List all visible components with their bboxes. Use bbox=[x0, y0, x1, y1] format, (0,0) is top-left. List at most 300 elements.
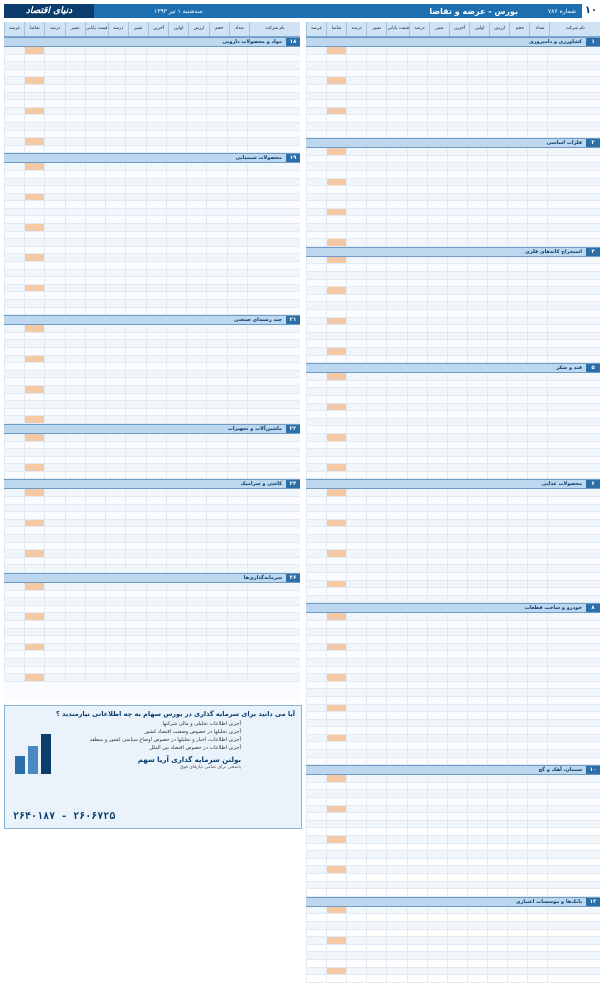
table-cell bbox=[427, 163, 447, 170]
table-header bbox=[306, 22, 600, 37]
table-cell bbox=[527, 333, 547, 340]
table-cell bbox=[386, 47, 406, 54]
table-cell bbox=[527, 464, 547, 471]
table-cell bbox=[44, 239, 64, 246]
table-cell bbox=[487, 93, 507, 100]
table-cell bbox=[547, 783, 600, 790]
table-cell bbox=[487, 667, 507, 674]
table-cell bbox=[125, 674, 145, 681]
table-cell bbox=[487, 674, 507, 681]
table-cell bbox=[547, 667, 600, 674]
section-title: بانک‌ها و موسسات اعتباری bbox=[515, 898, 582, 905]
table-cell bbox=[247, 179, 300, 186]
table-cell bbox=[407, 621, 427, 628]
table-cell bbox=[527, 674, 547, 681]
table-cell bbox=[146, 409, 166, 416]
table-cell bbox=[105, 262, 125, 269]
table-cell bbox=[427, 720, 447, 727]
table-cell bbox=[4, 232, 24, 239]
table-cell bbox=[227, 378, 247, 385]
table-cell bbox=[326, 821, 346, 828]
table-cell bbox=[427, 960, 447, 967]
table-cell bbox=[306, 922, 326, 929]
table-cell bbox=[326, 47, 346, 54]
table-cell bbox=[346, 596, 366, 603]
table-cell bbox=[366, 209, 386, 216]
table-cell bbox=[386, 396, 406, 403]
issue-number: شماره ۷۸۶ bbox=[548, 7, 576, 15]
table-cell bbox=[447, 131, 467, 138]
table-row bbox=[306, 520, 600, 528]
table-cell bbox=[306, 179, 326, 186]
table-cell bbox=[326, 179, 346, 186]
table-cell bbox=[527, 644, 547, 651]
table-cell bbox=[427, 775, 447, 782]
table-row bbox=[306, 123, 600, 131]
table-cell bbox=[447, 828, 467, 835]
table-row bbox=[306, 945, 600, 953]
table-cell bbox=[427, 318, 447, 325]
table-cell bbox=[44, 47, 64, 54]
table-cell bbox=[527, 216, 547, 223]
table-cell bbox=[306, 404, 326, 411]
table-cell bbox=[346, 348, 366, 355]
table-cell bbox=[346, 171, 366, 178]
table-cell bbox=[227, 558, 247, 565]
table-cell bbox=[326, 613, 346, 620]
table-cell bbox=[427, 882, 447, 889]
table-cell bbox=[467, 859, 487, 866]
table-cell bbox=[24, 651, 44, 658]
table-cell bbox=[507, 659, 527, 666]
table-cell bbox=[527, 381, 547, 388]
table-row bbox=[306, 232, 600, 240]
table-cell bbox=[125, 505, 145, 512]
table-cell bbox=[487, 419, 507, 426]
table-cell bbox=[105, 194, 125, 201]
table-cell bbox=[44, 186, 64, 193]
table-cell bbox=[85, 591, 105, 598]
table-cell bbox=[527, 667, 547, 674]
table-cell bbox=[65, 416, 85, 423]
table-cell bbox=[507, 163, 527, 170]
table-cell bbox=[386, 527, 406, 534]
table-cell bbox=[166, 497, 186, 504]
table-cell bbox=[487, 287, 507, 294]
table-cell bbox=[467, 667, 487, 674]
table-cell bbox=[306, 783, 326, 790]
table-row bbox=[306, 348, 600, 356]
table-cell bbox=[186, 216, 206, 223]
table-cell bbox=[306, 302, 326, 309]
table-cell bbox=[547, 712, 600, 719]
table-cell bbox=[166, 416, 186, 423]
table-cell bbox=[366, 922, 386, 929]
section-title: کاشی و سرامیک bbox=[240, 481, 282, 488]
table-cell bbox=[186, 371, 206, 378]
table-cell bbox=[487, 186, 507, 193]
table-cell bbox=[346, 866, 366, 873]
table-cell bbox=[24, 194, 44, 201]
table-cell bbox=[366, 356, 386, 363]
table-cell bbox=[527, 851, 547, 858]
table-row bbox=[306, 659, 600, 667]
table-cell bbox=[65, 489, 85, 496]
table-cell bbox=[407, 968, 427, 975]
table-cell bbox=[366, 937, 386, 944]
table-cell bbox=[386, 720, 406, 727]
table-cell bbox=[227, 527, 247, 534]
table-cell bbox=[227, 512, 247, 519]
table-cell bbox=[386, 333, 406, 340]
table-cell bbox=[467, 310, 487, 317]
table-cell bbox=[487, 558, 507, 565]
column-header: نام شرکت bbox=[549, 22, 600, 36]
table-cell bbox=[306, 659, 326, 666]
table-cell bbox=[326, 859, 346, 866]
table-cell bbox=[527, 163, 547, 170]
table-row bbox=[306, 783, 600, 791]
table-cell bbox=[85, 464, 105, 471]
table-cell bbox=[24, 457, 44, 464]
table-cell bbox=[44, 300, 64, 307]
table-cell bbox=[326, 735, 346, 742]
table-cell bbox=[125, 464, 145, 471]
table-cell bbox=[507, 975, 527, 982]
table-cell bbox=[447, 550, 467, 557]
ad-brand: بولتن سرمایه گذاری آریا سهم bbox=[137, 756, 241, 764]
table-cell bbox=[105, 416, 125, 423]
table-cell bbox=[366, 100, 386, 107]
table-cell bbox=[326, 411, 346, 418]
table-cell bbox=[467, 264, 487, 271]
table-cell bbox=[306, 596, 326, 603]
table-cell bbox=[125, 146, 145, 153]
table-cell bbox=[386, 874, 406, 881]
table-cell bbox=[206, 285, 226, 292]
table-cell bbox=[186, 300, 206, 307]
table-cell bbox=[125, 386, 145, 393]
table-cell bbox=[85, 674, 105, 681]
table-row bbox=[306, 882, 600, 890]
table-cell bbox=[527, 426, 547, 433]
table-cell bbox=[447, 836, 467, 843]
table-cell bbox=[44, 356, 64, 363]
column-header: تغییر bbox=[65, 22, 85, 36]
table-cell bbox=[547, 186, 600, 193]
table-cell bbox=[146, 85, 166, 92]
table-cell bbox=[85, 667, 105, 674]
table-cell bbox=[346, 727, 366, 734]
table-cell bbox=[407, 216, 427, 223]
section-title: محصولات شیمیایی bbox=[235, 155, 282, 162]
table-cell bbox=[206, 606, 226, 613]
table-cell bbox=[467, 914, 487, 921]
table-cell bbox=[386, 644, 406, 651]
table-row bbox=[306, 874, 600, 882]
table-cell bbox=[507, 727, 527, 734]
table-cell bbox=[427, 411, 447, 418]
table-cell bbox=[306, 434, 326, 441]
table-cell bbox=[487, 821, 507, 828]
table-cell bbox=[247, 62, 300, 69]
table-cell bbox=[527, 558, 547, 565]
section-title: مواد و محصولات دارویی bbox=[222, 39, 282, 45]
table-cell bbox=[507, 232, 527, 239]
table-cell bbox=[306, 186, 326, 193]
table-cell bbox=[105, 108, 125, 115]
table-cell bbox=[206, 70, 226, 77]
table-cell bbox=[247, 505, 300, 512]
table-cell bbox=[186, 108, 206, 115]
ad-phone: ۲۶۴۰۱۸۷ - ۲۶۰۶۷۲۵ bbox=[13, 811, 116, 822]
table-cell bbox=[447, 434, 467, 441]
table-cell bbox=[547, 937, 600, 944]
table-cell bbox=[427, 750, 447, 757]
table-cell bbox=[407, 945, 427, 952]
table-row bbox=[4, 535, 300, 543]
table-cell bbox=[547, 123, 600, 130]
table-cell bbox=[227, 340, 247, 347]
table-cell bbox=[326, 93, 346, 100]
table-cell bbox=[326, 550, 346, 557]
table-cell bbox=[65, 497, 85, 504]
table-cell bbox=[366, 783, 386, 790]
table-cell bbox=[366, 844, 386, 851]
table-cell bbox=[407, 209, 427, 216]
table-cell bbox=[487, 727, 507, 734]
table-cell bbox=[547, 543, 600, 550]
table-cell bbox=[527, 457, 547, 464]
table-cell bbox=[346, 449, 366, 456]
table-cell bbox=[227, 262, 247, 269]
table-cell bbox=[85, 285, 105, 292]
column-header: تقاضا bbox=[24, 22, 44, 36]
table-cell bbox=[427, 550, 447, 557]
table-cell bbox=[467, 520, 487, 527]
table-cell bbox=[366, 505, 386, 512]
table-cell bbox=[527, 201, 547, 208]
table-cell bbox=[125, 292, 145, 299]
table-cell bbox=[186, 378, 206, 385]
table-cell bbox=[206, 340, 226, 347]
table-cell bbox=[105, 55, 125, 62]
table-cell bbox=[247, 667, 300, 674]
table-cell bbox=[146, 300, 166, 307]
table-cell bbox=[326, 945, 346, 952]
table-cell bbox=[24, 201, 44, 208]
table-cell bbox=[44, 621, 64, 628]
table-cell bbox=[85, 457, 105, 464]
table-cell bbox=[447, 705, 467, 712]
table-cell bbox=[186, 333, 206, 340]
table-cell bbox=[547, 302, 600, 309]
table-cell bbox=[306, 813, 326, 820]
table-cell bbox=[4, 171, 24, 178]
table-cell bbox=[527, 388, 547, 395]
table-cell bbox=[306, 952, 326, 959]
table-cell bbox=[447, 280, 467, 287]
table-cell bbox=[227, 489, 247, 496]
table-cell bbox=[467, 201, 487, 208]
table-cell bbox=[447, 882, 467, 889]
table-cell bbox=[366, 968, 386, 975]
table-cell bbox=[427, 742, 447, 749]
table-cell bbox=[326, 239, 346, 246]
table-cell bbox=[467, 813, 487, 820]
table-cell bbox=[487, 651, 507, 658]
table-cell bbox=[227, 47, 247, 54]
table-cell bbox=[65, 146, 85, 153]
table-cell bbox=[407, 224, 427, 231]
table-cell bbox=[206, 409, 226, 416]
table-cell bbox=[166, 292, 186, 299]
table-cell bbox=[507, 821, 527, 828]
table-cell bbox=[507, 550, 527, 557]
table-cell bbox=[206, 512, 226, 519]
table-cell bbox=[326, 396, 346, 403]
section-title: بورس - عرضه و تقاضا bbox=[429, 6, 519, 16]
table-cell bbox=[407, 497, 427, 504]
table-cell bbox=[386, 216, 406, 223]
table-cell bbox=[105, 70, 125, 77]
table-cell bbox=[85, 644, 105, 651]
table-cell bbox=[346, 889, 366, 896]
table-cell bbox=[306, 489, 326, 496]
table-cell bbox=[447, 720, 467, 727]
table-cell bbox=[527, 914, 547, 921]
table-cell bbox=[346, 790, 366, 797]
table-cell bbox=[547, 201, 600, 208]
table-cell bbox=[547, 404, 600, 411]
table-cell bbox=[166, 598, 186, 605]
table-cell bbox=[527, 874, 547, 881]
table-cell bbox=[487, 512, 507, 519]
table-cell bbox=[85, 565, 105, 572]
table-cell bbox=[386, 674, 406, 681]
table-cell bbox=[427, 859, 447, 866]
table-cell bbox=[125, 77, 145, 84]
table-row bbox=[4, 442, 300, 450]
table-cell bbox=[125, 131, 145, 138]
table-cell bbox=[186, 70, 206, 77]
table-cell bbox=[447, 930, 467, 937]
table-cell bbox=[487, 209, 507, 216]
table-cell bbox=[547, 550, 600, 557]
table-cell bbox=[247, 262, 300, 269]
table-cell bbox=[527, 783, 547, 790]
table-cell bbox=[326, 505, 346, 512]
table-cell bbox=[4, 262, 24, 269]
table-cell bbox=[487, 108, 507, 115]
table-row bbox=[4, 348, 300, 356]
table-cell bbox=[65, 131, 85, 138]
table-cell bbox=[105, 179, 125, 186]
table-cell bbox=[247, 583, 300, 590]
table-cell bbox=[146, 629, 166, 636]
table-cell bbox=[247, 216, 300, 223]
table-cell bbox=[547, 497, 600, 504]
table-cell bbox=[547, 844, 600, 851]
table-cell bbox=[487, 613, 507, 620]
table-cell bbox=[507, 272, 527, 279]
table-cell bbox=[366, 581, 386, 588]
table-cell bbox=[407, 712, 427, 719]
table-cell bbox=[206, 489, 226, 496]
ad-subtitle: پاسخی برای تمامی نیازهای فوق bbox=[179, 765, 241, 770]
table-cell bbox=[487, 464, 507, 471]
table-cell bbox=[407, 419, 427, 426]
table-cell bbox=[44, 115, 64, 122]
table-cell bbox=[247, 333, 300, 340]
table-cell bbox=[366, 108, 386, 115]
table-cell bbox=[146, 247, 166, 254]
table-cell bbox=[227, 77, 247, 84]
table-cell bbox=[146, 171, 166, 178]
table-row bbox=[306, 426, 600, 434]
table-cell bbox=[527, 434, 547, 441]
table-cell bbox=[467, 411, 487, 418]
table-cell bbox=[326, 712, 346, 719]
table-cell bbox=[247, 674, 300, 681]
table-row bbox=[306, 735, 600, 743]
table-cell bbox=[427, 373, 447, 380]
table-cell bbox=[227, 270, 247, 277]
table-cell bbox=[326, 348, 346, 355]
table-cell bbox=[186, 442, 206, 449]
table-cell bbox=[166, 659, 186, 666]
table-cell bbox=[346, 280, 366, 287]
table-cell bbox=[407, 882, 427, 889]
table-cell bbox=[44, 209, 64, 216]
table-cell bbox=[326, 302, 346, 309]
table-cell bbox=[507, 874, 527, 881]
table-cell bbox=[186, 598, 206, 605]
table-cell bbox=[326, 356, 346, 363]
table-row bbox=[306, 975, 600, 983]
table-cell bbox=[346, 543, 366, 550]
table-cell bbox=[366, 194, 386, 201]
table-cell bbox=[366, 621, 386, 628]
table-cell bbox=[346, 434, 366, 441]
table-row bbox=[306, 697, 600, 705]
column-header: درصد bbox=[108, 22, 128, 36]
table-cell bbox=[146, 340, 166, 347]
table-cell bbox=[326, 758, 346, 765]
table-row bbox=[306, 272, 600, 280]
table-cell bbox=[447, 621, 467, 628]
table-cell bbox=[166, 409, 186, 416]
table-cell bbox=[85, 543, 105, 550]
table-cell bbox=[65, 464, 85, 471]
table-cell bbox=[65, 216, 85, 223]
table-cell bbox=[467, 882, 487, 889]
table-cell bbox=[306, 77, 326, 84]
table-cell bbox=[24, 47, 44, 54]
table-cell bbox=[547, 851, 600, 858]
table-row bbox=[4, 591, 300, 599]
table-cell bbox=[44, 558, 64, 565]
table-cell bbox=[407, 373, 427, 380]
table-cell bbox=[386, 156, 406, 163]
table-cell bbox=[427, 356, 447, 363]
table-cell bbox=[366, 573, 386, 580]
table-cell bbox=[467, 449, 487, 456]
table-cell bbox=[467, 272, 487, 279]
table-cell bbox=[507, 404, 527, 411]
table-cell bbox=[427, 224, 447, 231]
table-cell bbox=[326, 464, 346, 471]
